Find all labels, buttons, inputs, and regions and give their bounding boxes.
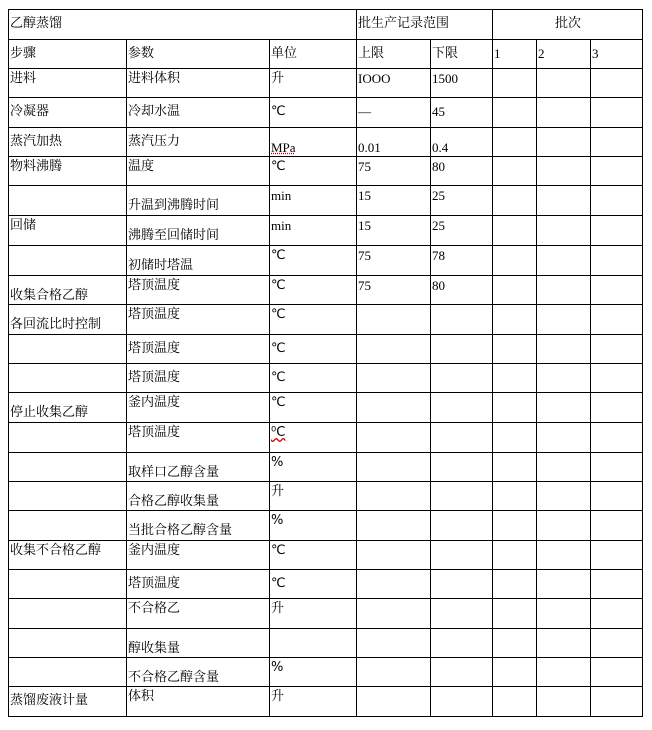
- unit-cell: %: [270, 658, 357, 687]
- col-header-step: 步骤: [9, 40, 127, 69]
- batch-1-input-cell[interactable]: [493, 687, 537, 717]
- step-cell: 冷凝器: [9, 98, 127, 128]
- unit-cell: MPa: [270, 128, 357, 157]
- unit-cell: min: [270, 186, 357, 216]
- upper-limit-cell: [357, 364, 431, 393]
- param-cell: 釜内温度: [127, 393, 270, 423]
- lower-limit-cell: [431, 482, 493, 511]
- upper-limit-cell: 0.01: [357, 128, 431, 157]
- unit-cell: ⁰C: [270, 423, 357, 453]
- batch-3-input-cell[interactable]: [591, 305, 643, 335]
- table-row: [9, 511, 643, 541]
- batch-1-input-cell[interactable]: [493, 157, 537, 186]
- param-cell: 沸腾至回储时间: [127, 216, 270, 246]
- lower-limit-cell: 0.4: [431, 128, 493, 157]
- upper-limit-cell: 75: [357, 246, 431, 276]
- table-row: [9, 658, 643, 687]
- unit-cell: 升: [270, 69, 357, 98]
- upper-limit-cell: [357, 658, 431, 687]
- batch-1-input-cell[interactable]: [493, 599, 537, 629]
- unit-cell: ℃: [270, 246, 357, 276]
- batch-3-input-cell[interactable]: [591, 186, 643, 216]
- batch-3-input-cell[interactable]: [591, 128, 643, 157]
- upper-limit-cell: [357, 423, 431, 453]
- batch-1-input-cell[interactable]: [493, 453, 537, 482]
- upper-limit-cell: [357, 453, 431, 482]
- batch-1-input-cell[interactable]: [493, 423, 537, 453]
- batch-record-table: [8, 9, 643, 717]
- table-row: [9, 541, 643, 570]
- batch-1-input-cell[interactable]: [493, 393, 537, 423]
- unit-cell: ℃: [270, 541, 357, 570]
- param-cell: 不合格乙醇含量: [127, 658, 270, 687]
- upper-limit-cell: [357, 482, 431, 511]
- table-row: [9, 69, 643, 98]
- batch-2-input-cell[interactable]: [537, 629, 591, 658]
- step-cell: 停止收集乙醇: [9, 393, 127, 423]
- param-cell: 塔顶温度: [127, 570, 270, 599]
- param-cell: 塔顶温度: [127, 335, 270, 364]
- batch-2-input-cell[interactable]: [537, 570, 591, 599]
- table-row: [9, 393, 643, 423]
- batch-1-input-cell[interactable]: [493, 629, 537, 658]
- col-header-param: 参数: [127, 40, 270, 69]
- batch-3-input-cell[interactable]: [591, 335, 643, 364]
- unit-cell: ℃: [270, 570, 357, 599]
- batch-1-input-cell[interactable]: [493, 364, 537, 393]
- lower-limit-cell: 80: [431, 276, 493, 305]
- batch-2-input-cell[interactable]: [537, 687, 591, 717]
- step-cell: 收集不合格乙醇: [9, 541, 127, 570]
- col-header-batch-3: 3: [591, 40, 643, 69]
- batch-2-input-cell[interactable]: [537, 186, 591, 216]
- batch-2-input-cell[interactable]: [537, 98, 591, 128]
- param-cell: 升温到沸腾时间: [127, 186, 270, 216]
- step-cell: [9, 629, 127, 658]
- lower-limit-cell: 25: [431, 216, 493, 246]
- range-header: 批生产记录范围: [357, 10, 493, 40]
- table-row: [9, 687, 643, 717]
- lower-limit-cell: 80: [431, 157, 493, 186]
- param-cell: 进料体积: [127, 69, 270, 98]
- upper-limit-cell: [357, 599, 431, 629]
- table-row: [9, 629, 643, 658]
- batch-3-input-cell[interactable]: [591, 511, 643, 541]
- lower-limit-cell: 25: [431, 186, 493, 216]
- lower-limit-cell: [431, 629, 493, 658]
- batch-1-input-cell[interactable]: [493, 186, 537, 216]
- batch-3-input-cell[interactable]: [591, 570, 643, 599]
- table-row: [9, 157, 643, 186]
- batch-2-input-cell[interactable]: [537, 482, 591, 511]
- upper-limit-cell: —: [357, 98, 431, 128]
- unit-cell: 升: [270, 599, 357, 629]
- table-row: [9, 599, 643, 629]
- step-cell: 蒸汽加热: [9, 128, 127, 157]
- upper-limit-cell: [357, 629, 431, 658]
- param-cell: 初储时塔温: [127, 246, 270, 276]
- step-cell: [9, 335, 127, 364]
- lower-limit-cell: 45: [431, 98, 493, 128]
- param-cell: 塔顶温度: [127, 364, 270, 393]
- batch-3-input-cell[interactable]: [591, 276, 643, 305]
- batch-2-input-cell[interactable]: [537, 335, 591, 364]
- batch-1-input-cell[interactable]: [493, 216, 537, 246]
- table-row: [9, 98, 643, 128]
- table-row: [9, 276, 643, 305]
- batch-3-input-cell[interactable]: [591, 658, 643, 687]
- batch-2-input-cell[interactable]: [537, 599, 591, 629]
- table-row: [9, 246, 643, 276]
- batch-1-input-cell[interactable]: [493, 305, 537, 335]
- unit-cell: ℃: [270, 364, 357, 393]
- param-cell: 冷却水温: [127, 98, 270, 128]
- table-row: [9, 364, 643, 393]
- lower-limit-cell: [431, 658, 493, 687]
- table-row: [9, 216, 643, 246]
- batch-3-input-cell[interactable]: [591, 541, 643, 570]
- col-header-lower: 下限: [431, 40, 493, 69]
- param-cell: 醇收集量: [127, 629, 270, 658]
- batch-1-input-cell[interactable]: [493, 276, 537, 305]
- batch-1-input-cell[interactable]: [493, 128, 537, 157]
- batch-1-input-cell[interactable]: [493, 69, 537, 98]
- unit-cell: ℃: [270, 98, 357, 128]
- batch-3-input-cell[interactable]: [591, 98, 643, 128]
- upper-limit-cell: [357, 305, 431, 335]
- batch-3-input-cell[interactable]: [591, 216, 643, 246]
- batch-2-input-cell[interactable]: [537, 276, 591, 305]
- lower-limit-cell: 1500: [431, 69, 493, 98]
- step-cell: [9, 599, 127, 629]
- unit-cell: min: [270, 216, 357, 246]
- batch-3-input-cell[interactable]: [591, 393, 643, 423]
- step-cell: [9, 364, 127, 393]
- unit-cell: 升: [270, 687, 357, 717]
- upper-limit-cell: 75: [357, 276, 431, 305]
- unit-cell: ℃: [270, 393, 357, 423]
- lower-limit-cell: 78: [431, 246, 493, 276]
- batch-2-input-cell[interactable]: [537, 423, 591, 453]
- batch-1-input-cell[interactable]: [493, 658, 537, 687]
- param-cell: 蒸汽压力: [127, 128, 270, 157]
- batch-2-input-cell[interactable]: [537, 69, 591, 98]
- step-cell: 回储: [9, 216, 127, 246]
- batch-3-input-cell[interactable]: [591, 482, 643, 511]
- unit-cell: 升: [270, 482, 357, 511]
- step-cell: [9, 423, 127, 453]
- batch-2-input-cell[interactable]: [537, 393, 591, 423]
- upper-limit-cell: [357, 687, 431, 717]
- step-cell: [9, 453, 127, 482]
- batch-3-input-cell[interactable]: [591, 246, 643, 276]
- step-cell: [9, 482, 127, 511]
- param-cell: 不合格乙: [127, 599, 270, 629]
- step-cell: [9, 511, 127, 541]
- lower-limit-cell: [431, 511, 493, 541]
- step-cell: [9, 658, 127, 687]
- lower-limit-cell: [431, 687, 493, 717]
- batch-1-input-cell[interactable]: [493, 335, 537, 364]
- col-header-unit: 单位: [270, 40, 357, 69]
- batch-2-input-cell[interactable]: [537, 541, 591, 570]
- table-row: [9, 305, 643, 335]
- param-cell: 体积: [127, 687, 270, 717]
- batch-1-input-cell[interactable]: [493, 511, 537, 541]
- upper-limit-cell: [357, 511, 431, 541]
- batch-3-input-cell[interactable]: [591, 69, 643, 98]
- batch-2-input-cell[interactable]: [537, 216, 591, 246]
- step-cell: 收集合格乙醇: [9, 276, 127, 305]
- unit-cell: ℃: [270, 305, 357, 335]
- batch-1-input-cell[interactable]: [493, 246, 537, 276]
- step-cell: 进料: [9, 69, 127, 98]
- batch-2-input-cell[interactable]: [537, 305, 591, 335]
- table-row: [9, 453, 643, 482]
- table-row: [9, 335, 643, 364]
- batch-3-input-cell[interactable]: [591, 629, 643, 658]
- step-cell: [9, 246, 127, 276]
- batch-2-input-cell[interactable]: [537, 364, 591, 393]
- batch-3-input-cell[interactable]: [591, 423, 643, 453]
- unit-cell: ℃: [270, 157, 357, 186]
- param-cell: 釜内温度: [127, 541, 270, 570]
- step-cell: [9, 186, 127, 216]
- param-cell: 当批合格乙醇含量: [127, 511, 270, 541]
- batch-3-input-cell[interactable]: [591, 453, 643, 482]
- batch-1-input-cell[interactable]: [493, 570, 537, 599]
- upper-limit-cell: 15: [357, 216, 431, 246]
- batch-1-input-cell[interactable]: [493, 541, 537, 570]
- batch-header: 批次: [493, 10, 643, 40]
- table-row: [9, 128, 643, 157]
- col-header-upper: 上限: [357, 40, 431, 69]
- table-row: [9, 570, 643, 599]
- param-cell: 温度: [127, 157, 270, 186]
- unit-cell: %: [270, 453, 357, 482]
- table-row: [9, 186, 643, 216]
- upper-limit-cell: 15: [357, 186, 431, 216]
- batch-3-input-cell[interactable]: [591, 364, 643, 393]
- upper-limit-cell: [357, 393, 431, 423]
- upper-limit-cell: [357, 570, 431, 599]
- lower-limit-cell: [431, 541, 493, 570]
- param-cell: 塔顶温度: [127, 423, 270, 453]
- batch-3-input-cell[interactable]: [591, 687, 643, 717]
- table-title: 乙醇蒸馏: [9, 10, 357, 40]
- batch-1-input-cell[interactable]: [493, 482, 537, 511]
- batch-3-input-cell[interactable]: [591, 157, 643, 186]
- lower-limit-cell: [431, 599, 493, 629]
- batch-3-input-cell[interactable]: [591, 599, 643, 629]
- lower-limit-cell: [431, 305, 493, 335]
- step-cell: 蒸馏废液计量: [9, 687, 127, 717]
- batch-2-input-cell[interactable]: [537, 246, 591, 276]
- table-row: [9, 423, 643, 453]
- lower-limit-cell: [431, 393, 493, 423]
- batch-2-input-cell[interactable]: [537, 128, 591, 157]
- param-cell: 合格乙醇收集量: [127, 482, 270, 511]
- batch-1-input-cell[interactable]: [493, 98, 537, 128]
- unit-cell: %: [270, 511, 357, 541]
- param-cell: 塔顶温度: [127, 305, 270, 335]
- batch-2-input-cell[interactable]: [537, 453, 591, 482]
- table-row: [9, 482, 643, 511]
- batch-2-input-cell[interactable]: [537, 658, 591, 687]
- batch-2-input-cell[interactable]: [537, 511, 591, 541]
- step-cell: 物料沸腾: [9, 157, 127, 186]
- lower-limit-cell: [431, 335, 493, 364]
- col-header-batch-2: 2: [537, 40, 591, 69]
- param-cell: 取样口乙醇含量: [127, 453, 270, 482]
- upper-limit-cell: [357, 541, 431, 570]
- upper-limit-cell: IOOO: [357, 69, 431, 98]
- lower-limit-cell: [431, 570, 493, 599]
- upper-limit-cell: 75: [357, 157, 431, 186]
- unit-cell: [270, 629, 357, 658]
- unit-cell: ℃: [270, 276, 357, 305]
- step-cell: [9, 570, 127, 599]
- lower-limit-cell: [431, 364, 493, 393]
- batch-2-input-cell[interactable]: [537, 157, 591, 186]
- lower-limit-cell: [431, 423, 493, 453]
- step-cell: 各回流比时控制: [9, 305, 127, 335]
- unit-cell: ℃: [270, 335, 357, 364]
- upper-limit-cell: [357, 335, 431, 364]
- col-header-batch-1: 1: [493, 40, 537, 69]
- lower-limit-cell: [431, 453, 493, 482]
- param-cell: 塔顶温度: [127, 276, 270, 305]
